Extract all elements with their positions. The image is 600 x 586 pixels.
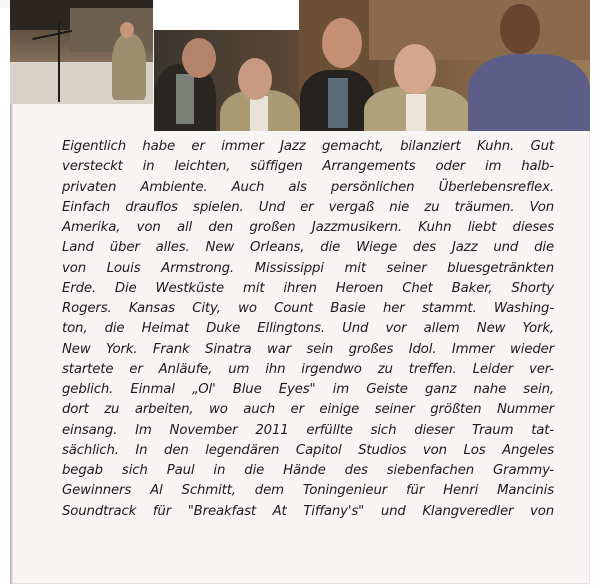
photo-blank-area — [154, 0, 299, 30]
article-line: startete er Anläufe, um ihn irgendwo zu treffen. Leider ver- — [62, 361, 554, 377]
scan-right-margin — [590, 0, 600, 586]
article-line: ton, die Heimat Duke Ellingtons. Und vor allem New York, — [62, 321, 554, 337]
article-line: Erde. Die Westküste mit ihren Heroen Chet Baker, Shorty — [62, 280, 554, 296]
studio-photo-single-musician — [10, 0, 153, 104]
article-line: von Louis Armstrong. Mississippi mit seiner bluesgetränkten — [62, 260, 554, 276]
article-body — [62, 137, 554, 522]
article-line: New York. Frank Sinatra war sein großes Idol. Immer wieder — [62, 341, 554, 357]
article-line: geblich. Einmal „Ol' Blue Eyes" im Geiste ganz nahe sein, — [62, 382, 554, 397]
article-line: Amerika, von all den großen Jazzmusikern. Kuhn liebt dieses — [62, 220, 554, 235]
article-line: Eigentlich habe er immer Jazz gemacht, bilanziert Kuhn. Gut — [62, 139, 554, 154]
article-line: Einfach drauflos spielen. Und er vergaß nie zu träumen. Von — [62, 199, 554, 215]
article-line: Rogers. Kansas City, wo Count Basie her stammt. Washing- — [62, 301, 554, 316]
article-line: Land über alles. New Orleans, die Wiege des Jazz und die — [62, 240, 554, 256]
article-line: privaten Ambiente. Auch als persönlichen Überlebensreflex. — [62, 179, 554, 195]
article-line: einsang. Im November 2011 erfüllte sich dieser Traum tat- — [62, 422, 554, 438]
musician-figure — [112, 34, 146, 100]
article-line: sächlich. In den legendären Capitol Studios von Los Angeles — [62, 442, 554, 458]
article-line: dort zu arbeiten, wo auch er einige seiner größten Nummer — [62, 402, 554, 418]
article-line: Gewinners Al Schmitt, dem Toningenieur für Henri Mancinis — [62, 483, 554, 499]
article-line: versteckt in leichten, süffigen Arrangements oder im halb- — [62, 159, 554, 175]
article-line: Soundtrack für "Breakfast At Tiffany's" und Klangveredler von — [62, 503, 554, 519]
article-line: begab sich Paul in die Hände des siebenfachen Grammy- — [62, 463, 554, 478]
